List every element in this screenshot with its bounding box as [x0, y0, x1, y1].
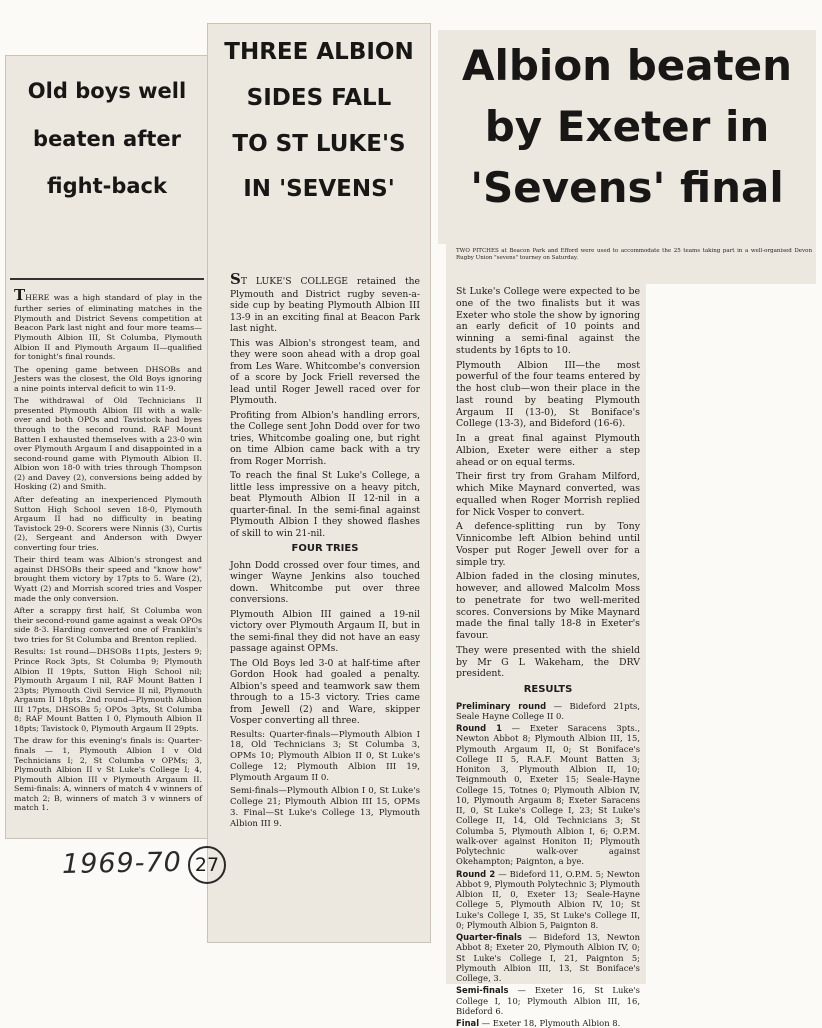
- round-text: — Exeter 18, Plymouth Albion 8.: [479, 1018, 620, 1028]
- round-text: — Exeter 16, St Luke's College I, 10; Plymouth Albion III, 16, Bideford 6.: [456, 985, 640, 1016]
- subheading: FOUR TRIES: [230, 543, 420, 556]
- article-body: [14, 286, 202, 816]
- article-body: [446, 284, 646, 1028]
- season-annotation: 1969-70: [62, 847, 182, 880]
- round-label: Semi-finals: [456, 985, 508, 995]
- headline: [10, 70, 204, 280]
- result-round: [456, 723, 640, 867]
- paragraph: John Dodd crossed over four times, and winger Wayne Jenkins also touched down. Whitcombe put over three conversions.: [230, 560, 420, 606]
- article-albion-beaten: [438, 30, 816, 990]
- paragraph: A defence-splitting run by Tony Vinnicombe left Albion behind until Vosper put Roger Jewell over for a simple try.: [456, 521, 640, 568]
- paragraph: Results: Quarter-finals—Plymouth Albion I 18, Old Technicians 3; St Columba 3, OPMs 10; Plymouth Albion II 0, St Luke's College 12; Plymouth Albion III 19, Plymouth Argaum II 0.: [230, 730, 420, 784]
- paragraph: The opening game between DHSOBs and Jesters was the closest, the Old Boys ignoring a nine points interval deficit to win 11-9.: [14, 365, 202, 394]
- round-text: — Bideford 21pts, Seale Hayne College II 0.: [456, 701, 640, 721]
- result-round: [456, 985, 640, 1016]
- headline-line: THREE ALBION: [212, 40, 426, 66]
- round-text: — Exeter Saracens 3pts., Newton Abbot 8; Plymouth Albion III, 15, Plymouth Argaum II, 0; St Boniface's College II 5, R.A.F. Mount Batten 3; Honiton 3, Plymouth Albion II, 10; Teignmouth 0, Exeter 15; Seale-Hayne College 15, Totnes 0; Plymouth Albion IV, 10, Plymouth Argaum 8; Exeter Saracens II, 0, St Luke's College I, 23; St Luke's College II, 14, Old Technicians 3; St Columba 5, Plymouth Albion I, 6; O.P.M. walk-over against Honiton II; Plymouth Polytechnic walk-over against Okehampton; Paignton, a bye.: [456, 723, 640, 866]
- article-old-boys: [6, 56, 208, 838]
- round-label: Final: [456, 1018, 479, 1028]
- headline: [212, 34, 426, 268]
- result-round: [456, 1018, 640, 1028]
- paragraph: After a scrappy first half, St Columba won their second-round game against a weak OPOs side 8-3. Harding converted one of Franklin's two tries for St Columba and Brenton replied.: [14, 606, 202, 644]
- paragraph: Their third team was Albion's strongest and against DHSOBs their speed and "know how" brought them victory by 17pts to 5. Ware (2), Wyatt (2) and Morrish scored tries and Vosper made the only conversion.: [14, 555, 202, 603]
- paragraph: To reach the final St Luke's College, a little less impressive on a heavy pitch, beat Plymouth Albion II 12-nil in a quarter-final. In the semi-final against Plymouth Albion I they showed flashes of skill to win 21-nil.: [230, 470, 420, 539]
- paragraph: Their first try from Graham Milford, which Mike Maynard converted, was equalled when Roger Morrish replied for Nick Vosper to convert.: [456, 471, 640, 518]
- round-label: Preliminary round: [456, 701, 546, 711]
- round-text: — Bideford 13, Newton Abbot 8; Exeter 20, Plymouth Albion IV, 0; St Luke's College I, 21, Paignton 5; Plymouth Albion III, 13, St Boniface's College, 3.: [456, 932, 640, 983]
- paragraph: TWO PITCHES at Beacon Park and Efford were used to accommodate the 25 teams taking part in a well-organised Devon Rugby Union "sevens" tourney on Saturday.: [446, 244, 816, 262]
- headline-line: by Exeter in: [438, 103, 816, 150]
- paragraph: ST LUKE'S COLLEGE retained the Plymouth and District rugby seven-a-side cup by beating Plymouth Albion III 13-9 in an exciting final at Beacon Park last night.: [230, 270, 420, 335]
- intro-strip: [446, 244, 816, 284]
- paragraph: Profiting from Albion's handling errors, the College sent John Dodd over for two tries, Whitcombe goaling one, but right on time Albion came back with a try from Roger Morrish.: [230, 410, 420, 468]
- result-round: [456, 701, 640, 722]
- results-list: [456, 701, 640, 1028]
- headline-line: fight-back: [10, 175, 204, 199]
- paragraph: Plymouth Albion III gained a 19-nil victory over Plymouth Argaum II, but in the semi-final they did not have an easy passage against OPMs.: [230, 609, 420, 655]
- paragraph: In a great final against Plymouth Albion, Exeter were either a step ahead or on equal terms.: [456, 433, 640, 468]
- paragraph: The Old Boys led 3-0 at half-time after Gordon Hook had goaled a penalty. Albion's speed and teamwork saw them through to a 15-3 victory. Tries came from Jewell (2) and Ware, skipper Vosper converting all three.: [230, 658, 420, 727]
- article-body: [230, 270, 420, 832]
- paragraph: Semi-finals—Plymouth Albion I 0, St Luke's College 21; Plymouth Albion III 15, OPMs 3. Final—St Luke's College 13, Plymouth Albion III 9.: [230, 786, 420, 829]
- round-label: Round 2: [456, 869, 495, 879]
- headline-line: 'Sevens' final: [438, 164, 816, 211]
- headline-line: TO ST LUKE'S: [212, 132, 426, 158]
- round-label: Quarter-finals: [456, 932, 522, 942]
- result-round: [456, 869, 640, 931]
- paragraph: THERE was a high standard of play in the further series of eliminating matches in the Plymouth and District Sevens competition at Beacon Park last night and four more teams—Plymouth Albion III, St Columba, Plymouth Albion II and Plymouth Argaum II—qualified for tonight's final rounds.: [14, 286, 202, 362]
- headline-line: Old boys well: [10, 80, 204, 104]
- headline-line: SIDES FALL: [212, 86, 426, 112]
- round-label: Round 1: [456, 723, 502, 733]
- headline: [438, 30, 816, 244]
- paragraph: The withdrawal of Old Technicians II presented Plymouth Albion III with a walk-over and both OPOs and Tavistock had byes through to the second round. RAF Mount Batten I exhausted themselves with a 23-0 win over Plymouth Argaum I and disappointed in a second-round game with Plymouth Albion II. Albion won 18-0 with tries through Thompson (2) and Davey (2), conversions being added by Hosking (2) and Smith.: [14, 396, 202, 492]
- paragraph: Plymouth Albion III—the most powerful of the four teams entered by the host club—won their place in the last round by beating Plymouth Argaum II (13-0), St Boniface's College (13-3), and Bideford (16-6).: [456, 360, 640, 431]
- headline-line: IN 'SEVENS': [212, 177, 426, 203]
- result-round: [456, 932, 640, 983]
- paragraph: This was Albion's strongest team, and they were soon ahead with a drop goal from Les Ware. Whitcombe's conversion of a score by Jock Friell reversed the lead until Roger Jewell raced over for Plymouth.: [230, 338, 420, 407]
- results-heading: RESULTS: [456, 684, 640, 697]
- round-text: — Bideford 11, O.P.M. 5; Newton Abbot 9, Plymouth Polytechnic 3; Plymouth Albion II, 0, Exeter 13; Seale-Hayne College 5, Plymouth Albion IV, 10; St Luke's College I, 35, St Luke's College II, 0; Plymouth Albion 5, Paignton 8.: [456, 869, 640, 930]
- page-number-annotation: 27: [188, 846, 226, 884]
- paragraph: The draw for this evening's finals is: Quarter-finals — 1, Plymouth Albion I v Old Technicians I; 2, St Columba v OPMs; 3, Plymouth Albion II v St Luke's College I; 4, Plymouth Albion III v Plymouth Argaum II. Semi-finals: A, winners of match 4 v winners of match 2; B, winners of match 3 v winners of match 1.: [14, 736, 202, 813]
- article-three-albion: [208, 24, 430, 942]
- paragraph: St Luke's College were expected to be one of the two finalists but it was Exeter who stole the show by ignoring an early deficit of 10 points and winning a semi-final against the students by 16pts to 10.: [456, 286, 640, 357]
- paragraph: They were presented with the shield by Mr G L Wakeham, the DRV president.: [456, 645, 640, 680]
- paragraph: After defeating an inexperienced Plymouth Sutton High School seven 18-0, Plymouth Argaum II had no difficulty in beating Tavistock 29-0. Scorers were Ninnis (3), Curtis (2), Sergeant and Anderson with Dwyer converting four tries.: [14, 495, 202, 552]
- paragraph: Results: 1st round—DHSOBs 11pts, Jesters 9; Prince Rock 3pts, St Columba 9; Plymouth Albion II 19pts, Sutton High School nil; Plymouth Argaum I nil, RAF Mount Batten I 23pts; Plymouth Civil Service II nil, Plymouth Argaum II 18pts. 2nd round—Plymouth Albion III 17pts, DHSOBs 5; OPOs 3pts, St Columba 8; RAF Mount Batten I 0, Plymouth Albion II 18pts; Tavistock 0, Plymouth Argaum II 29pts.: [14, 647, 202, 733]
- headline-line: Albion beaten: [438, 42, 816, 89]
- column-body: [446, 284, 646, 984]
- headline-line: beaten after: [10, 128, 204, 152]
- paragraph: Albion faded in the closing minutes, however, and allowed Malcolm Moss to penetrate for two well-merited scores. Conversions by Mike Maynard made the final tally 18-8 in Exeter's favour.: [456, 571, 640, 642]
